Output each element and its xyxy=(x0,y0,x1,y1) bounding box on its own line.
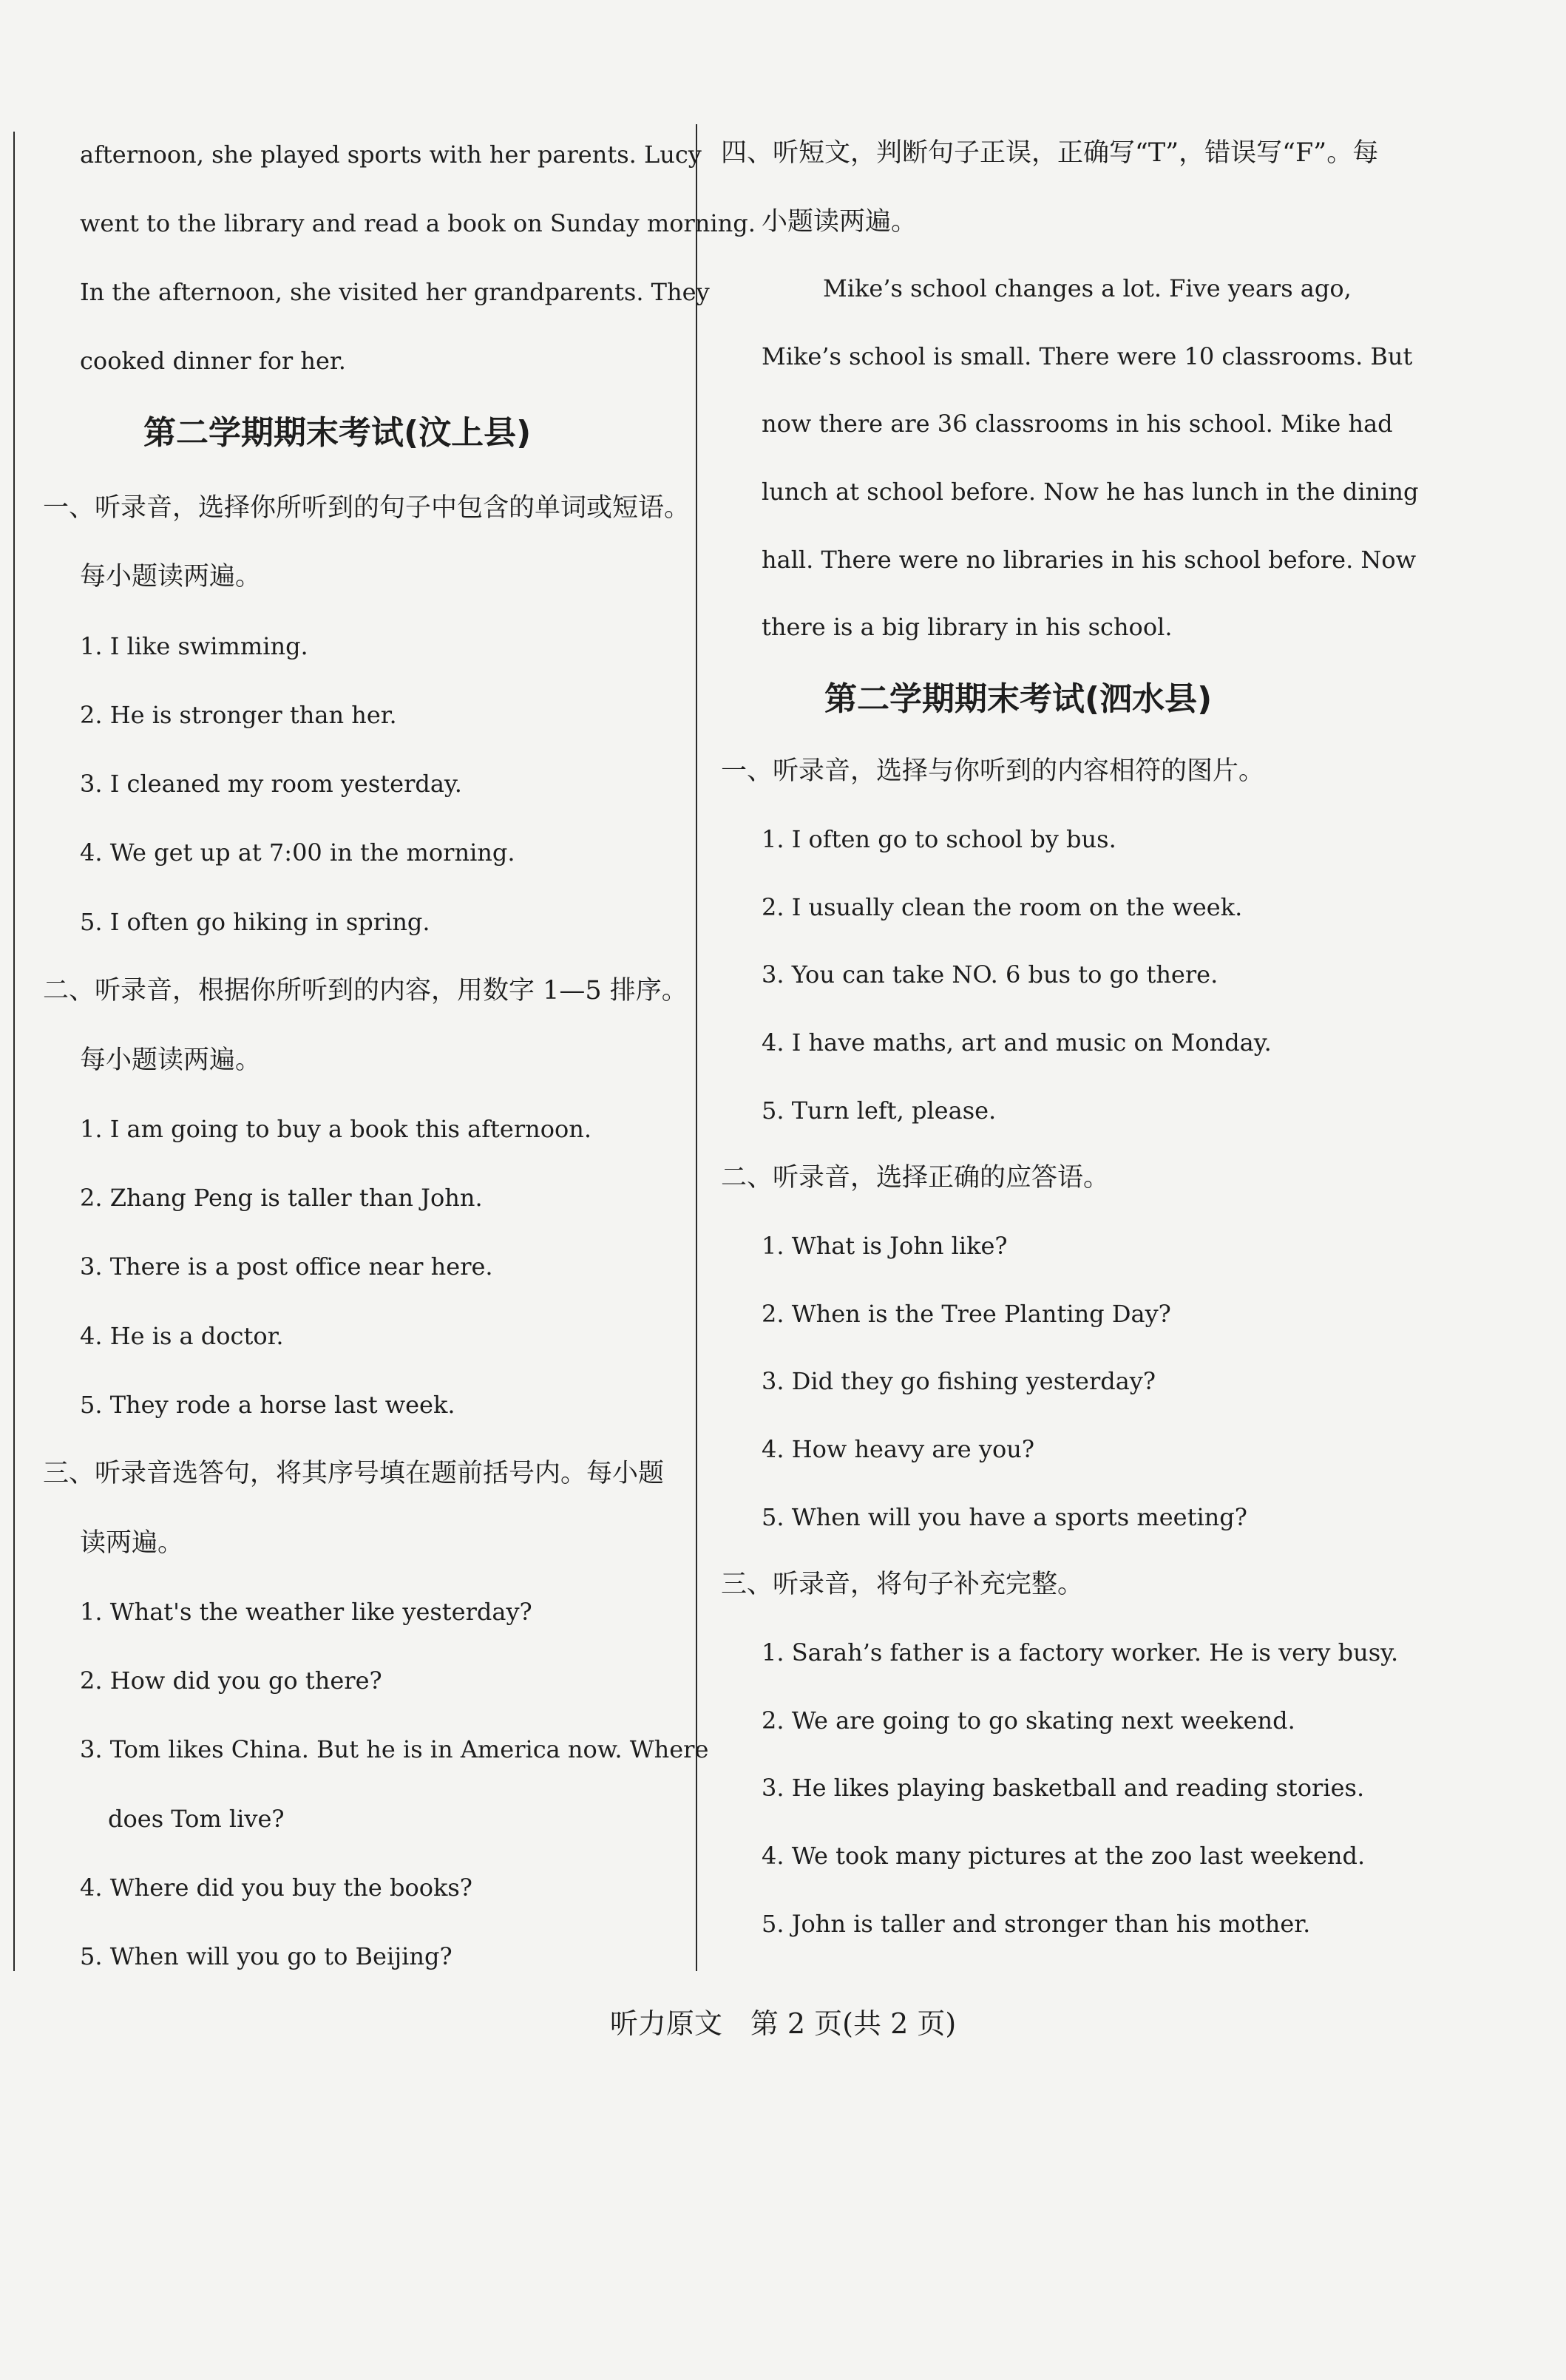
list-item: 4. We took many pictures at the zoo last weekend. xyxy=(762,1842,1366,1870)
page-footer: 听力原文 第 2 页(共 2 页) xyxy=(609,2007,957,2040)
list-item: 1. Sarah’s father is a factory worker. He is very busy. xyxy=(762,1638,1399,1667)
section-heading: 二、听录音，根据你所听到的内容，用数字 1—5 排序。 xyxy=(43,976,688,1006)
list-item: 1. What's the weather like yesterday? xyxy=(80,1598,532,1626)
list-item: 5. When will you go to Beijing? xyxy=(80,1942,452,1970)
list-item: 4. Where did you buy the books? xyxy=(80,1874,472,1902)
list-item: 3. Did they go fishing yesterday? xyxy=(762,1367,1156,1395)
list-item: 2. How did you go there? xyxy=(80,1667,382,1695)
list-item: 2. When is the Tree Planting Day? xyxy=(762,1300,1171,1328)
list-item: 4. I have maths, art and music on Monday. xyxy=(762,1028,1272,1057)
passage-line: Mike’s school is small. There were 10 classrooms. But xyxy=(762,342,1413,370)
list-item: 4. How heavy are you? xyxy=(762,1435,1034,1463)
section-heading: 三、听录音选答句，将其序号填在题前括号内。每小题 xyxy=(43,1459,665,1488)
intro-line: afternoon, she played sports with her parents. Lucy xyxy=(80,140,702,169)
list-item: 3. I cleaned my room yesterday. xyxy=(80,770,462,798)
section-heading-cont: 小题读两遍。 xyxy=(762,207,918,237)
list-item: 2. We are going to go skating next weekend. xyxy=(762,1706,1295,1735)
passage-line: hall. There were no libraries in his school before. Now xyxy=(762,546,1417,574)
passage-line: lunch at school before. Now he has lunch in the dining xyxy=(762,478,1419,506)
list-item-cont: does Tom live? xyxy=(108,1805,285,1833)
list-item: 1. I am going to buy a book this afternoon. xyxy=(80,1115,592,1143)
list-item: 5. When will you have a sports meeting? xyxy=(762,1503,1247,1531)
passage-line: now there are 36 classrooms in his school. Mike had xyxy=(762,410,1393,438)
list-item: 4. We get up at 7:00 in the morning. xyxy=(80,838,515,867)
column-divider xyxy=(696,124,697,1971)
list-item: 4. He is a doctor. xyxy=(80,1322,284,1350)
list-item: 1. I often go to school by bus. xyxy=(762,825,1116,853)
list-item: 5. They rode a horse last week. xyxy=(80,1391,455,1419)
list-item: 5. Turn left, please. xyxy=(762,1096,997,1125)
list-item: 2. Zhang Peng is taller than John. xyxy=(80,1184,483,1212)
list-item: 2. I usually clean the room on the week. xyxy=(762,893,1243,921)
section-heading-cont: 每小题读两遍。 xyxy=(80,1045,262,1075)
section-heading: 三、听录音，将句子补充完整。 xyxy=(721,1570,1084,1599)
intro-line: In the afternoon, she visited her grandparents. They xyxy=(80,278,710,306)
list-item: 1. What is John like? xyxy=(762,1232,1008,1260)
list-item: 3. Tom likes China. But he is in America now. Where xyxy=(80,1735,709,1763)
passage-line: Mike’s school changes a lot. Five years ago, xyxy=(823,274,1352,302)
exam-title-wenshang: 第二学期期末考试(汶上县) xyxy=(143,414,532,452)
section-heading: 二、听录音，选择正确的应答语。 xyxy=(721,1163,1110,1193)
section-heading: 一、听录音，选择与你听到的内容相符的图片。 xyxy=(721,756,1265,786)
left-margin-rule xyxy=(13,132,15,1971)
intro-line: went to the library and read a book on Sunday morning. xyxy=(80,209,756,237)
passage-line: there is a big library in his school. xyxy=(762,613,1173,641)
list-item: 2. He is stronger than her. xyxy=(80,701,397,729)
section-heading-cont: 每小题读两遍。 xyxy=(80,562,262,591)
exam-title-sishui: 第二学期期末考试(泗水县) xyxy=(824,680,1213,718)
list-item: 5. John is taller and stronger than his mother. xyxy=(762,1910,1311,1938)
section-heading: 一、听录音，选择你所听到的句子中包含的单词或短语。 xyxy=(43,493,691,523)
list-item: 5. I often go hiking in spring. xyxy=(80,908,430,936)
list-item: 3. There is a post office near here. xyxy=(80,1252,493,1281)
list-item: 1. I like swimming. xyxy=(80,632,308,660)
section-heading: 四、听短文，判断句子正误，正确写“T”，错误写“F”。每 xyxy=(721,138,1379,168)
list-item: 3. You can take NO. 6 bus to go there. xyxy=(762,960,1218,989)
section-heading-cont: 读两遍。 xyxy=(80,1528,184,1558)
intro-line: cooked dinner for her. xyxy=(80,347,346,375)
list-item: 3. He likes playing basketball and reading stories. xyxy=(762,1774,1365,1802)
